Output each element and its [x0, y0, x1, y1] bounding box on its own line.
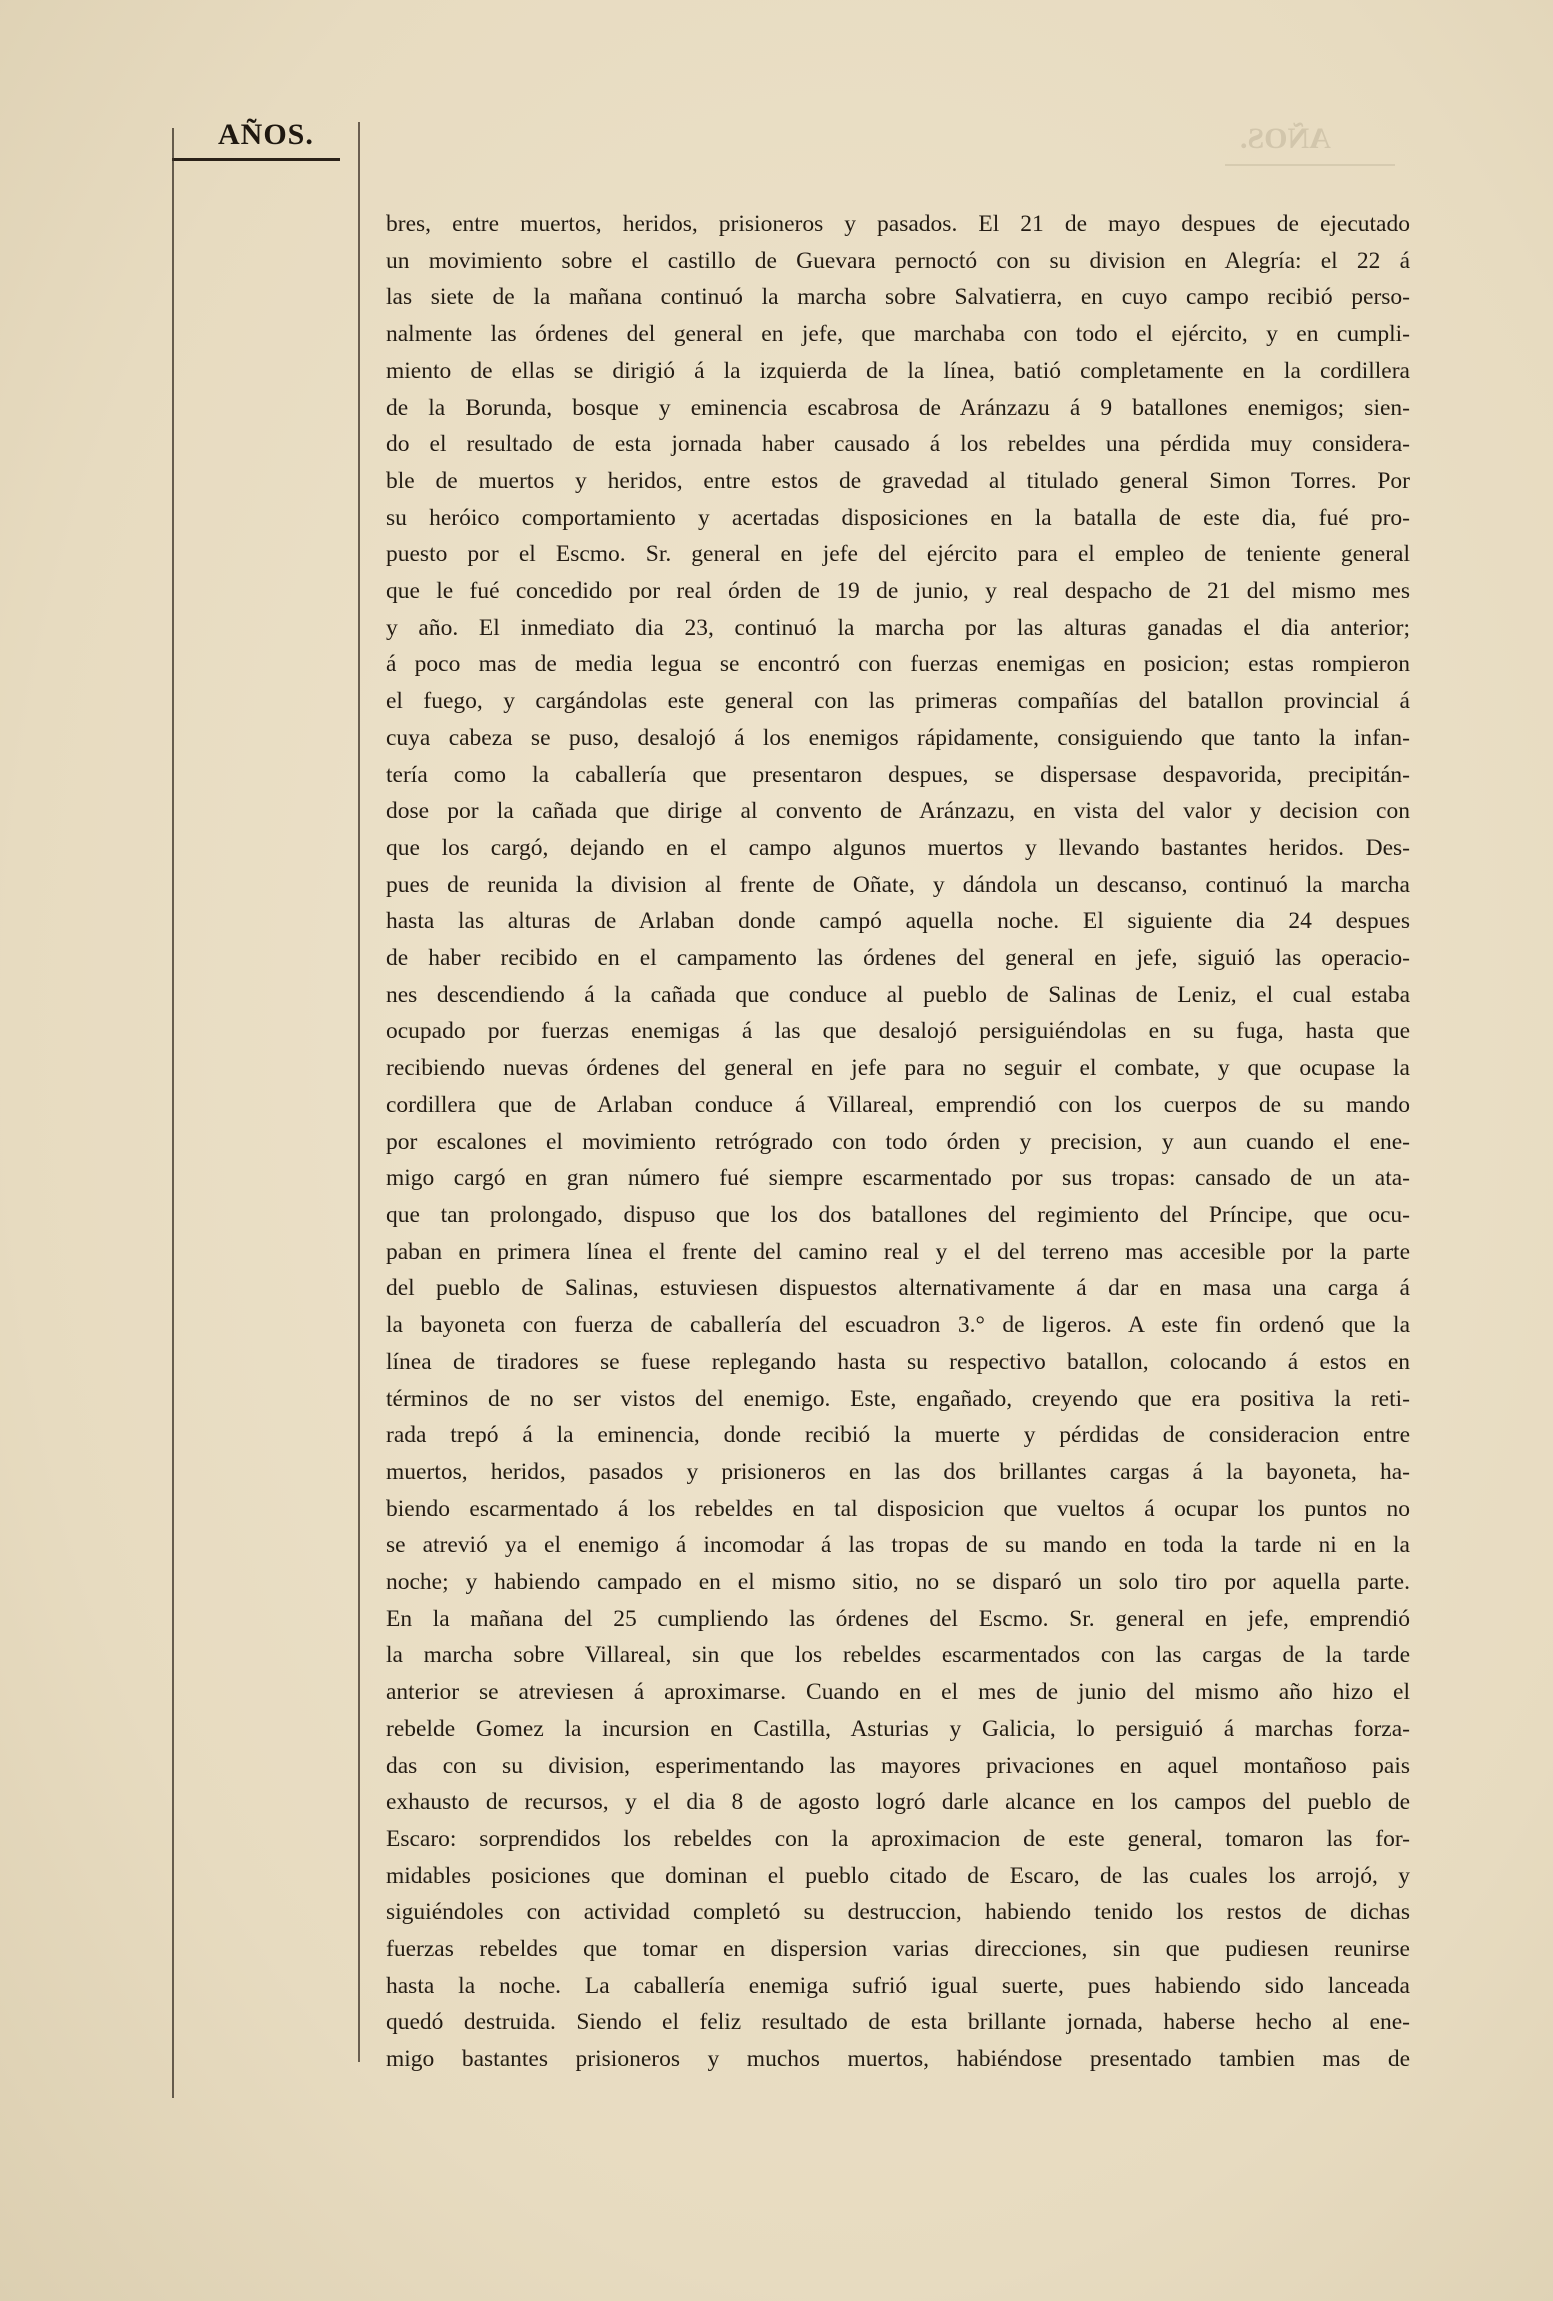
body-text: [386, 206, 1410, 2078]
text-line: biendo escarmentado á los rebeldes en tal disposicion que vueltos á ocupar los puntos no: [386, 1495, 1410, 1522]
text-line: paban en primera línea el frente del camino real y el del terreno mas accesible por la parte: [386, 1238, 1410, 1265]
text-line: ocupado por fuerzas enemigas á las que desalojó persiguiéndolas en su fuga, hasta que: [386, 1018, 1410, 1045]
text-line: cuya cabeza se puso, desalojó á los enemigos rápidamente, consiguiendo que tanto la infan-: [386, 724, 1410, 751]
text-line: cordillera que de Arlaban conduce á Villareal, emprendió con los cuerpos de su mando: [386, 1091, 1410, 1118]
text-line: su heróico comportamiento y acertadas disposiciones en la batalla de este dia, fué pro-: [386, 504, 1410, 531]
text-line: quedó destruida. Siendo el feliz resultado de esta brillante jornada, haberse hecho al ene-: [386, 2009, 1410, 2036]
text-line: que los cargó, dejando en el campo algunos muertos y llevando bastantes heridos. Des-: [386, 834, 1410, 861]
text-line: las siete de la mañana continuó la marcha sobre Salvatierra, en cuyo campo recibió perso-: [386, 284, 1410, 311]
text-line: y año. El inmediato dia 23, continuó la marcha por las alturas ganadas el dia anterior;: [386, 614, 1410, 641]
heading-rule: [172, 158, 340, 161]
text-line: anterior se atreviesen á aproximarse. Cuando en el mes de junio del mismo año hizo el: [386, 1679, 1410, 1706]
text-line: se atrevió ya el enemigo á incomodar á las tropas de su mando en toda la tarde ni en la: [386, 1532, 1410, 1559]
text-line: dose por la cañada que dirige al convento de Aránzazu, en vista del valor y decision con: [386, 798, 1410, 825]
bleed-through-heading: AÑOS.: [1240, 122, 1331, 155]
text-line: muertos, heridos, pasados y prisioneros en las dos brillantes cargas á la bayoneta, ha-: [386, 1458, 1410, 1485]
text-line: nalmente las órdenes del general en jefe, que marchaba con todo el ejército, y en cumpli-: [386, 321, 1410, 348]
text-line: puesto por el Escmo. Sr. general en jefe del ejército para el empleo de teniente general: [386, 541, 1410, 568]
text-line: recibiendo nuevas órdenes del general en jefe para no seguir el combate, y que ocupase la: [386, 1055, 1410, 1082]
text-line: das con su division, esperimentando las mayores privaciones en aquel montañoso pais: [386, 1752, 1410, 1779]
text-line: por escalones el movimiento retrógrado con todo órden y precision, y aun cuando el ene-: [386, 1128, 1410, 1155]
text-line: el fuego, y cargándolas este general con las primeras compañías del batallon provincial á: [386, 688, 1410, 715]
text-line: hasta las alturas de Arlaban donde campó aquella noche. El siguiente dia 24 despues: [386, 908, 1410, 935]
bleed-through-rule: [1225, 164, 1395, 166]
text-line: términos de no ser vistos del enemigo. Este, engañado, creyendo que era positiva la reti-: [386, 1385, 1410, 1412]
text-line: noche; y habiendo campado en el mismo sitio, no se disparó un solo tiro por aquella parte.: [386, 1569, 1410, 1596]
years-column-heading: AÑOS.: [218, 118, 314, 151]
text-line: tería como la caballería que presentaron despues, se dispersase despavorida, precipitán-: [386, 761, 1410, 788]
text-line: del pueblo de Salinas, estuviesen dispuestos alternativamente á dar en masa una carga á: [386, 1275, 1410, 1302]
text-line: migo cargó en gran número fué siempre escarmentado por sus tropas: cansado de un ata-: [386, 1165, 1410, 1192]
text-line: á poco mas de media legua se encontró con fuerzas enemigas en posicion; estas rompieron: [386, 651, 1410, 678]
text-line: que le fué concedido por real órden de 19 de junio, y real despacho de 21 del mismo mes: [386, 578, 1410, 605]
text-line: miento de ellas se dirigió á la izquierda de la línea, batió completamente en la cordillera: [386, 357, 1410, 384]
years-column-border: [172, 128, 174, 2098]
text-line: Escaro: sorprendidos los rebeldes con la aproximacion de este general, tomaron las for-: [386, 1825, 1410, 1852]
text-line: ble de muertos y heridos, entre estos de gravedad al titulado general Simon Torres. Por: [386, 467, 1410, 494]
text-line: la marcha sobre Villareal, sin que los rebeldes escarmentados con las cargas de la tarde: [386, 1642, 1410, 1669]
text-line: rebelde Gomez la incursion en Castilla, Asturias y Galicia, lo persiguió á marchas forza-: [386, 1715, 1410, 1742]
text-line: rada trepó á la eminencia, donde recibió la muerte y pérdidas de consideracion entre: [386, 1422, 1410, 1449]
text-line: que tan prolongado, dispuso que los dos batallones del regimiento del Príncipe, que ocu-: [386, 1201, 1410, 1228]
text-line: midables posiciones que dominan el pueblo citado de Escaro, de las cuales los arrojó, y: [386, 1862, 1410, 1889]
text-line: un movimiento sobre el castillo de Guevara pernoctó con su division en Alegría: el 22 á: [386, 247, 1410, 274]
text-line: línea de tiradores se fuese replegando hasta su respectivo batallon, colocando á estos en: [386, 1348, 1410, 1375]
text-line: do el resultado de esta jornada haber causado á los rebeldes una pérdida muy considera-: [386, 431, 1410, 458]
text-line: siguiéndoles con actividad completó su destruccion, habiendo tenido los restos de dichas: [386, 1899, 1410, 1926]
text-line: exhausto de recursos, y el dia 8 de agosto logró darle alcance en los campos del pueblo de: [386, 1789, 1410, 1816]
text-line: En la mañana del 25 cumpliendo las órdenes del Escmo. Sr. general en jefe, emprendió: [386, 1605, 1410, 1632]
text-line: de la Borunda, bosque y eminencia escabrosa de Aránzazu á 9 batallones enemigos; sien-: [386, 394, 1410, 421]
text-line: migo bastantes prisioneros y muchos muertos, habiéndose presentado tambien mas de: [386, 2046, 1410, 2073]
text-line: de haber recibido en el campamento las órdenes del general en jefe, siguió las operacio-: [386, 945, 1410, 972]
text-line: pues de reunida la division al frente de Oñate, y dándola un descanso, continuó la marcha: [386, 871, 1410, 898]
years-column: [172, 118, 342, 2068]
column-divider: [358, 122, 360, 2062]
text-line: fuerzas rebeldes que tomar en dispersion varias direcciones, sin que pudiesen reunirse: [386, 1936, 1410, 1963]
text-line: nes descendiendo á la cañada que conduce al pueblo de Salinas de Leniz, el cual estaba: [386, 981, 1410, 1008]
text-line: bres, entre muertos, heridos, prisioneros y pasados. El 21 de mayo despues de ejecutado: [386, 211, 1410, 237]
text-line: la bayoneta con fuerza de caballería del escuadron 3.° de ligeros. A este fin ordenó que la: [386, 1312, 1410, 1339]
text-line: hasta la noche. La caballería enemiga sufrió igual suerte, pues habiendo sido lanceada: [386, 1972, 1410, 1999]
